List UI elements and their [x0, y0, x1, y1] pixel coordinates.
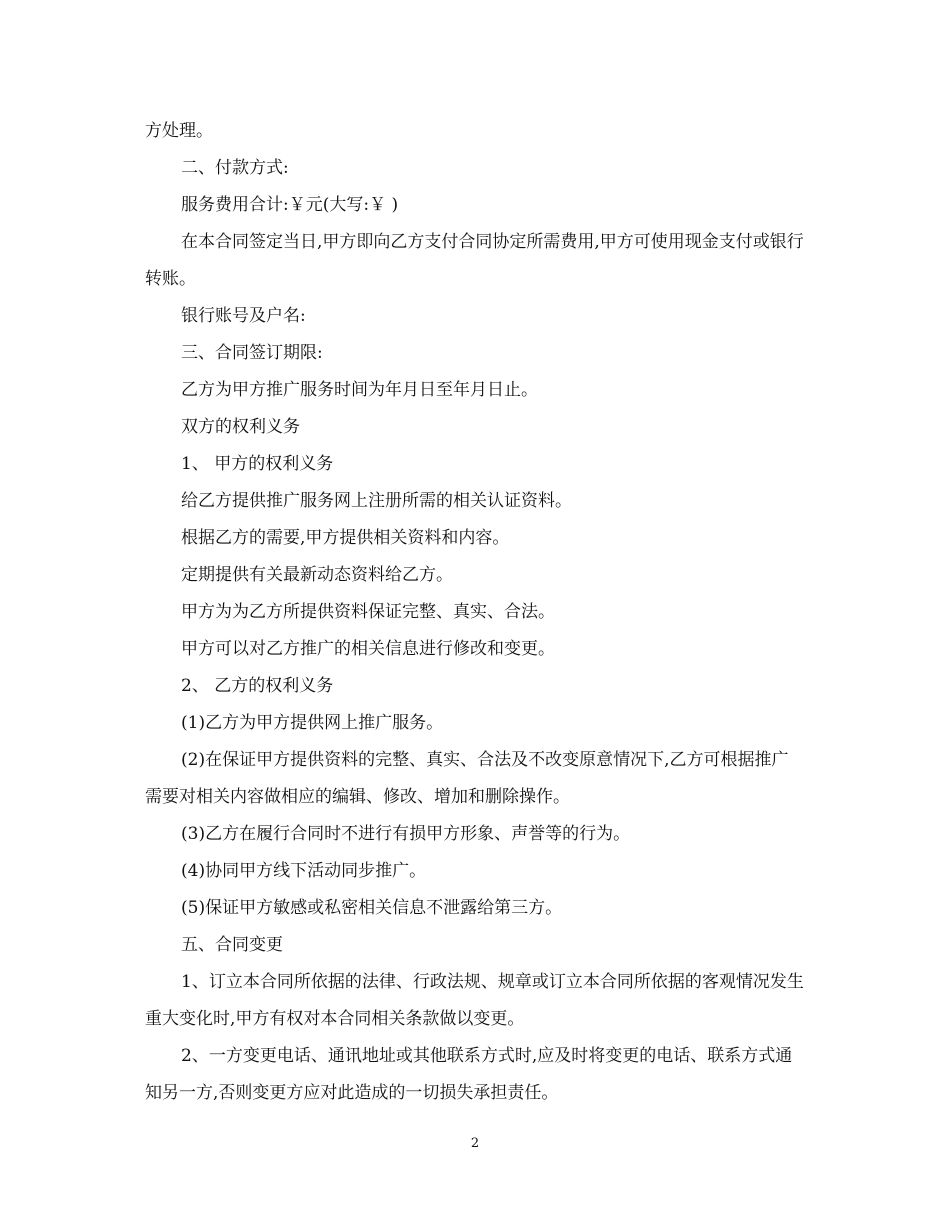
paragraph-13: 甲方为为乙方所提供资料保证完整、真实、合法。 — [181, 602, 555, 622]
paragraph-1: 方处理。 — [145, 121, 213, 141]
page-number: 2 — [470, 1136, 480, 1151]
paragraph-19: (4)协同甲方线下活动同步推广。 — [181, 861, 427, 881]
paragraph-10: 给乙方提供推广服务网上注册所需的相关认证资料。 — [181, 491, 572, 511]
paragraph-12: 定期提供有关最新动态资料给乙方。 — [181, 565, 453, 585]
paragraph-14: 甲方可以对乙方推广的相关信息进行修改和变更。 — [181, 639, 555, 659]
document-body — [145, 113, 805, 1112]
section-heading-term: 三、合同签订期限: — [181, 343, 323, 363]
subheading-party-a: 1、 甲方的权利义务 — [181, 454, 334, 474]
paragraph-23: 2、一方变更电话、通讯地址或其他联系方式时,应及时将变更的电话、联系方式通知另一方,否则变更方应对此造成的一切损失承担责任。 — [145, 1046, 793, 1103]
paragraph-17: (2)在保证甲方提供资料的完整、真实、合法及不改变原意情况下,乙方可根据推广需要对相关内容做相应的编辑、修改、增加和删除操作。 — [145, 750, 789, 807]
section-heading-payment: 二、付款方式: — [181, 158, 289, 178]
paragraph-20: (5)保证甲方敏感或私密相关信息不泄露给第三方。 — [181, 898, 563, 918]
subheading-party-b: 2、 乙方的权利义务 — [181, 676, 334, 696]
section-heading-rights: 双方的权利义务 — [181, 417, 300, 437]
paragraph-3: 服务费用合计:￥元(大写:￥ ) — [181, 195, 399, 215]
section-heading-changes: 五、合同变更 — [181, 935, 283, 955]
paragraph-11: 根据乙方的需要,甲方提供相关资料和内容。 — [181, 528, 510, 548]
paragraph-18: (3)乙方在履行合同时不进行有损甲方形象、声誉等的行为。 — [181, 824, 631, 844]
paragraph-5: 银行账号及户名: — [181, 306, 306, 326]
paragraph-16: (1)乙方为甲方提供网上推广服务。 — [181, 713, 444, 733]
paragraph-22: 1、订立本合同所依据的法律、行政法规、规章或订立本合同所依据的客观情况发生重大变化时,甲方有权对本合同相关条款做以变更。 — [145, 972, 804, 1029]
paragraph-7: 乙方为甲方推广服务时间为年月日至年月日止。 — [181, 380, 538, 400]
paragraph-4: 在本合同签定当日,甲方即向乙方支付合同协定所需费用,甲方可使用现金支付或银行转账。 — [145, 232, 804, 289]
